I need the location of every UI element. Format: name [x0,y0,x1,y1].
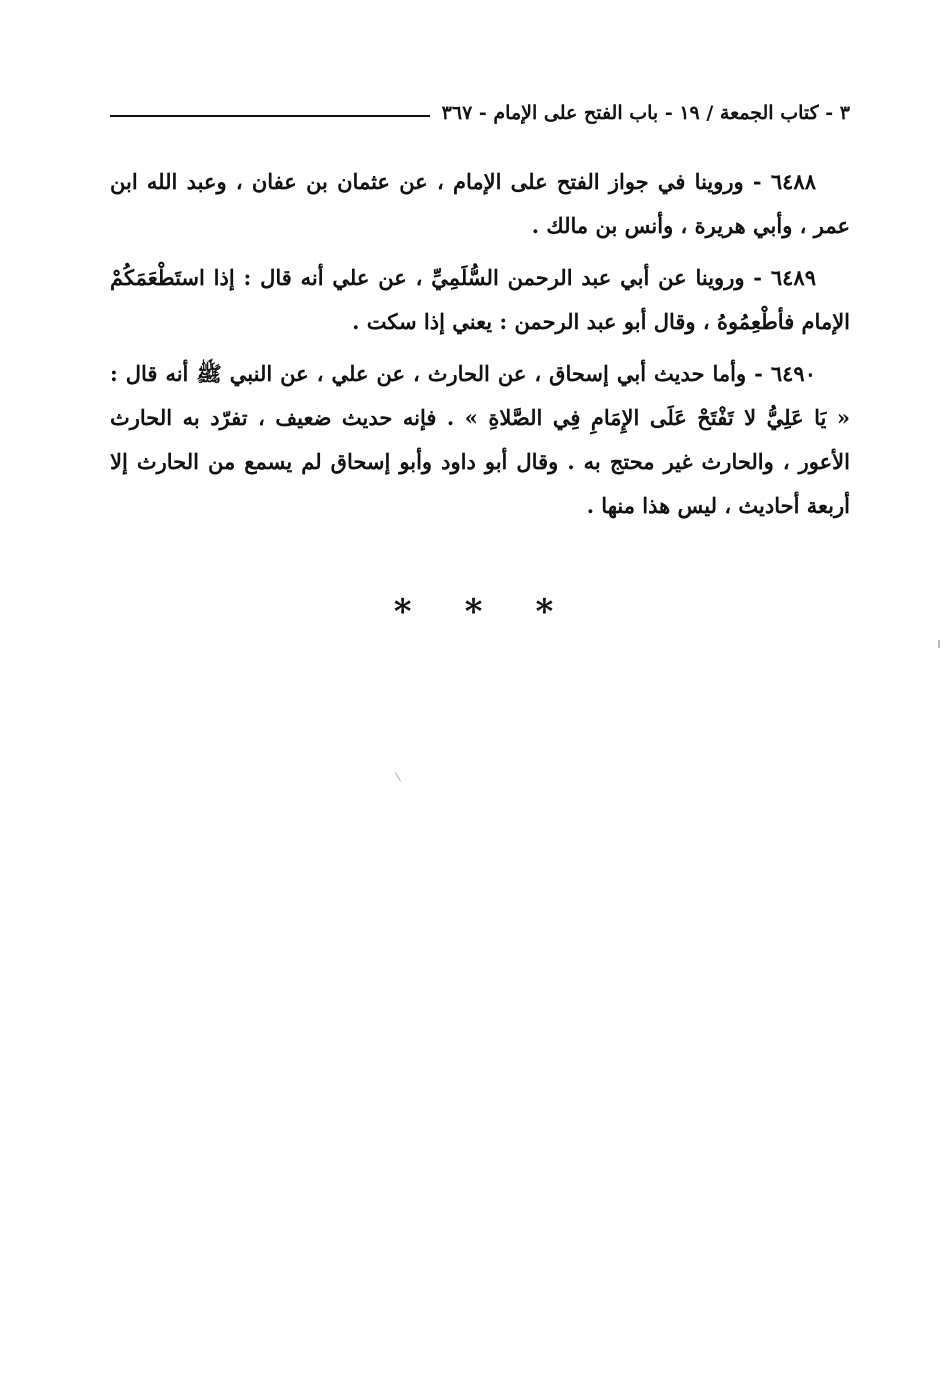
ornament-star: * [464,592,483,632]
ornament-star: * [535,592,554,632]
paragraph-6490 [110,352,850,528]
scan-edge-mark [938,640,940,648]
paragraph-6489: ٦٤٨٩ - وروينا عن أبي عبد الرحمن السُّلَمِيِّ ، عن علي أنه قال : إذا استَطْعَمَكُمْ الإمام فأطْعِمُوهُ ، وقال أبو عبد الرحمن : يعني إذا سكت . [110,265,850,334]
section-ornament [0,592,947,632]
scan-speck [395,768,408,781]
paragraph-6490-lead: ٦٤٩٠ - وأما حديث أبي إسحاق ، عن الحارث ، عن علي ، عن النبي ﷺ أنه قال : [110,361,816,386]
main-text [110,160,850,536]
paragraph-6490-tail: . فإنه حديث ضعيف ، تفرّد به الحارث الأعور ، والحارث غير محتج به . وقال أبو داود وأبو إسحاق لم يسمع من الحارث إلا أربعة أحاديث ، ليس هذا منها . [110,405,850,518]
running-head-text: ٣ - كتاب الجمعة / ١٩ - باب الفتح على الإمام - ٣٦٧ [441,102,850,124]
paragraph-6488: ٦٤٨٨ - وروينا في جواز الفتح على الإمام ، عن عثمان بن عفان ، وعبد الله ابن عمر ، وأبي هريرة ، وأنس بن مالك . [110,169,850,238]
hadith-quote: « يَا عَلِيُّ لا تَفْتَحْ عَلَى الإِمَامِ فِي الصَّلاةِ » [464,405,850,430]
running-head [110,96,850,130]
running-head-rule [110,115,430,117]
ornament-star: * [393,592,412,632]
